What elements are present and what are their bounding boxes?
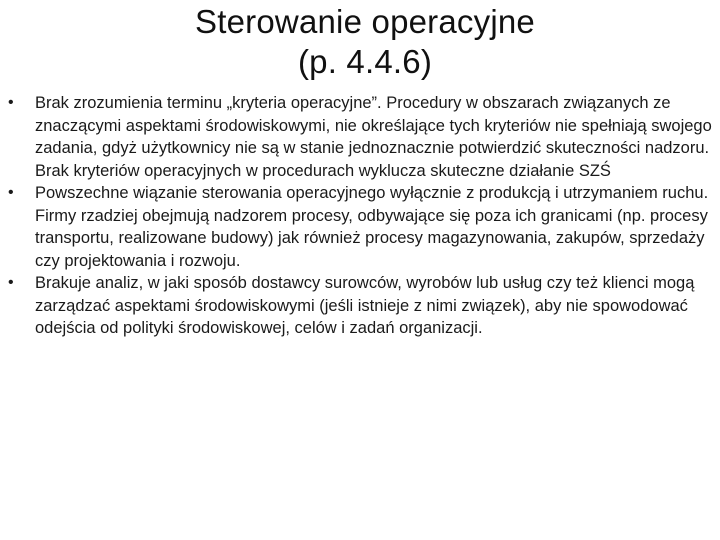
- slide-title: [100, 2, 630, 82]
- bullet-marker: •: [8, 184, 14, 201]
- bullet-text-1: Brak zrozumienia terminu „kryteria operacyjne”. Procedury w obszarach związanych ze znaczącymi aspektami środowiskowymi, nie określające tych kryteriów nie spełniają swojego zadania, gdyż użytkownicy nie są w stanie jednoznacznie potwierdzić skuteczności nadzoru. Brak kryteriów operacyjnych w procedurach wyklucza skuteczne działanie SZŚ: [35, 94, 712, 180]
- bullet-item-1: [0, 92, 716, 182]
- bullet-marker: •: [8, 274, 14, 291]
- bullet-text-3: Brakuje analiz, w jaki sposób dostawcy surowców, wyrobów lub usług czy też klienci mogą zarządzać aspektami środowiskowymi (jeśli istnieje z nimi związek), aby nie spowodować odejścia od polityki środowiskowej, celów i zadań organizacji.: [35, 274, 695, 337]
- bullet-list: [0, 92, 716, 340]
- slide-title-line1: Sterowanie operacyjne: [195, 3, 535, 40]
- bullet-item-3: [0, 272, 716, 340]
- bullet-text-2: Powszechne wiązanie sterowania operacyjnego wyłącznie z produkcją i utrzymaniem ruchu. Firmy rzadziej obejmują nadzorem procesy, odbywające się poza ich granicami (np. procesy transportu, realizowane budowy) jak również procesy magazynowania, zakupów, sprzedaży czy projektowania i rozwoju.: [35, 184, 709, 270]
- bullet-item-2: [0, 182, 716, 272]
- slide-title-line2: (p. 4.4.6): [297, 43, 433, 80]
- bullet-marker: •: [8, 94, 14, 111]
